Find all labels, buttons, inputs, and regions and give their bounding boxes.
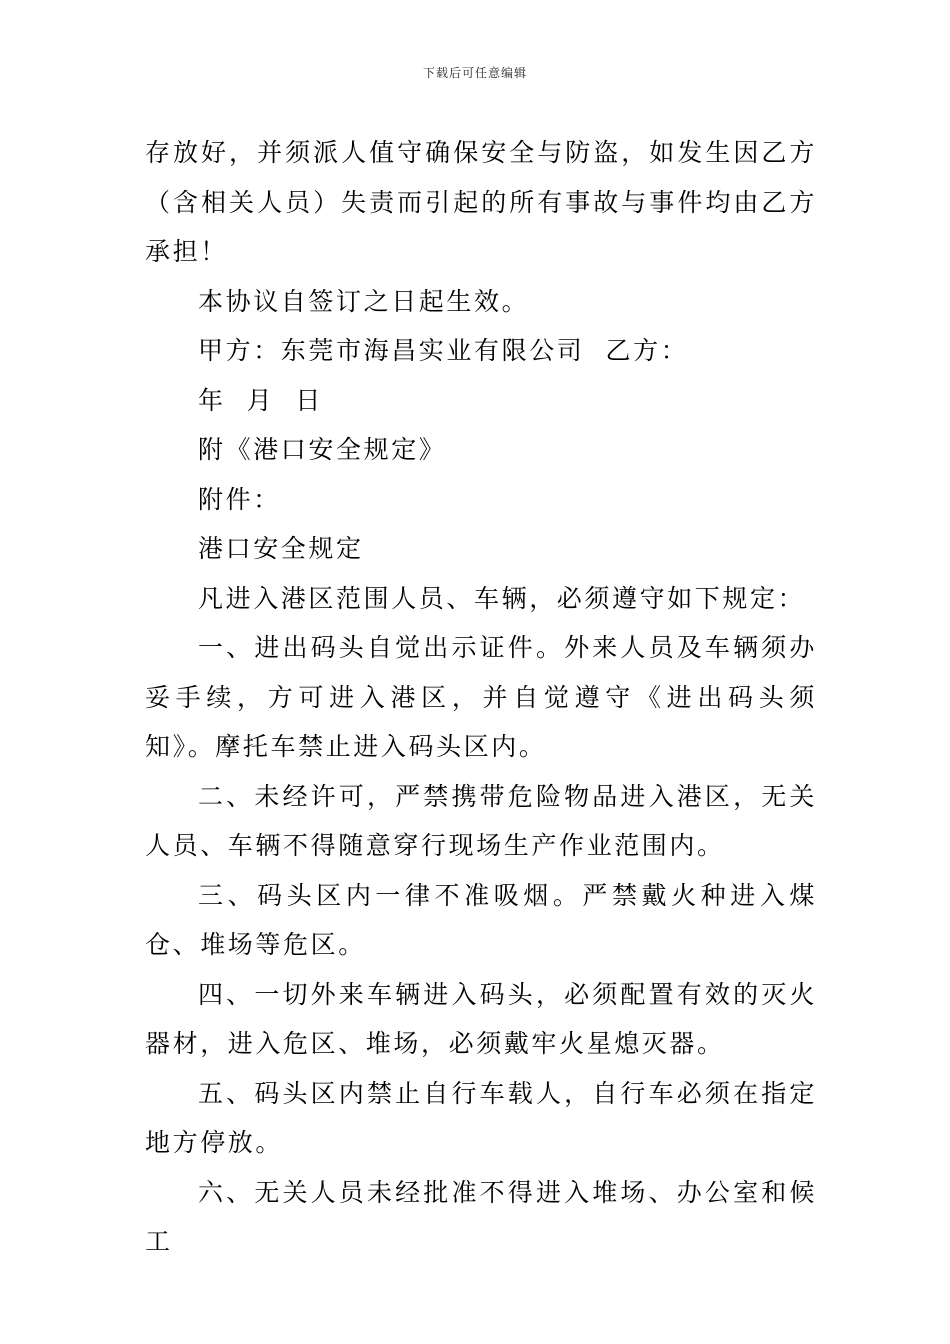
document-body <box>145 128 817 1267</box>
rule-item-5: 五、码头区内禁止自行车载人，自行车必须在指定地方停放。 <box>145 1078 817 1157</box>
paragraph-attachment-label: 附件： <box>198 484 281 514</box>
rule-item-2: 二、未经许可，严禁携带危险物品进入港区，无关人员、车辆不得随意穿行现场生产作业范围内。 <box>145 781 817 860</box>
paragraph-date-line: 年 月 日 <box>198 385 323 415</box>
paragraph-rules-intro: 凡进入港区范围人员、车辆，必须遵守如下规定： <box>198 583 806 613</box>
rule-item-1: 一、进出码头自觉出示证件。外来人员及车辆须办妥手续，方可进入港区，并自觉遵守《进出码头须知》。摩托车禁止进入码头区内。 <box>145 633 817 761</box>
rule-item-4: 四、一切外来车辆进入码头，必须配置有效的灭火器材，进入危区、堆场，必须戴牢火星熄灭器。 <box>145 979 817 1058</box>
rule-item-3: 三、码头区内一律不准吸烟。严禁戴火种进入煤仓、堆场等危区。 <box>145 880 817 959</box>
rule-item-6: 六、无关人员未经批准不得进入堆场、办公室和候工 <box>145 1177 817 1256</box>
paragraph-rules-title: 港口安全规定 <box>198 534 364 563</box>
page-header-note: 下载后可任意编辑 <box>422 66 527 80</box>
paragraph-attachment-ref: 附《港口安全规定》 <box>198 435 447 464</box>
paragraph-continuation: 存放好，并须派人值守确保安全与防盗，如发生因乙方（含相关人员）失责而引起的所有事故与事件均由乙方承担！ <box>145 138 817 266</box>
paragraph-parties: 甲方：东莞市海昌实业有限公司 乙方： <box>198 336 689 365</box>
paragraph-effective-date: 本协议自签订之日起生效。 <box>198 286 530 316</box>
